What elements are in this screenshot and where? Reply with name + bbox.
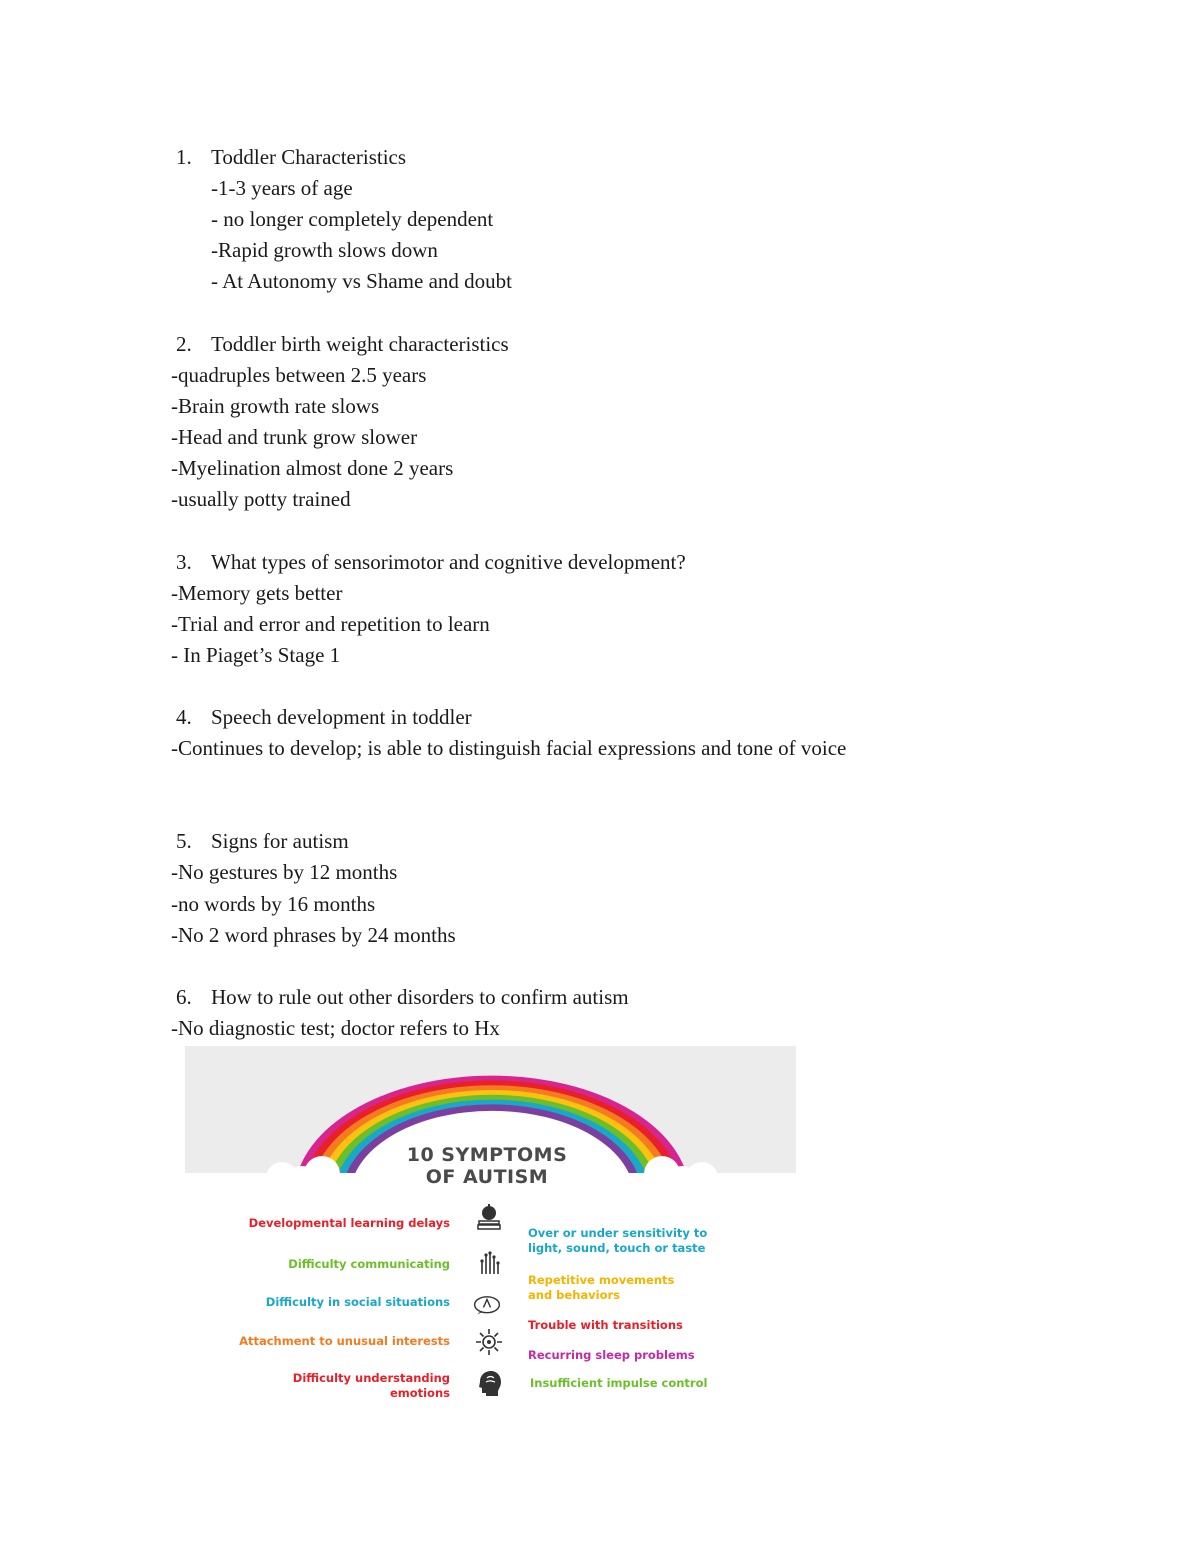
gear-burst-icon: [474, 1327, 504, 1357]
infographic-title-line2: OF AUTISM: [425, 1166, 549, 1188]
symptom-left-5: [293, 1371, 450, 1401]
q1-title: Toddler Characteristics: [211, 145, 407, 169]
q6-number: 6.: [176, 985, 192, 1009]
q3-item: -Memory gets better: [171, 581, 343, 605]
symptom-left-2: Difficulty communicating: [288, 1257, 450, 1271]
symptom-left-3: Difficulty in social situations: [265, 1295, 450, 1309]
q3-title: What types of sensorimotor and cognitive development?: [211, 550, 686, 574]
people-speech-icon: [472, 1288, 502, 1318]
symptom-right-1: [528, 1226, 707, 1256]
q1-item: -Rapid growth slows down: [211, 238, 438, 262]
q4-item: -Continues to develop; is able to distinguish facial expressions and tone of voice: [171, 736, 847, 760]
q2-item: -Head and trunk grow slower: [171, 425, 418, 449]
symptom-left-4: Attachment to unusual interests: [239, 1334, 450, 1348]
q2-number: 2.: [176, 332, 192, 356]
q2-title: Toddler birth weight characteristics: [211, 332, 509, 356]
q4-title: Speech development in toddler: [211, 705, 472, 729]
q1-item: - At Autonomy vs Shame and doubt: [211, 269, 512, 293]
q6-item: -No diagnostic test; doctor refers to Hx: [171, 1016, 500, 1040]
autism-symptoms-infographic: [172, 1046, 796, 1416]
infographic-title: [372, 1144, 602, 1188]
symptom-right-4: Recurring sleep problems: [528, 1348, 695, 1362]
q5-item: -No 2 word phrases by 24 months: [171, 923, 456, 947]
q6-title: How to rule out other disorders to confirm autism: [211, 985, 629, 1009]
symptom-right-1-line1: Over or under sensitivity to: [528, 1226, 708, 1240]
q2-item: -Brain growth rate slows: [171, 394, 380, 418]
q5-title: Signs for autism: [211, 829, 349, 853]
q2-item: -Myelination almost done 2 years: [171, 456, 454, 480]
q1-item: -1-3 years of age: [211, 176, 353, 200]
symptom-left-5-line2: emotions: [389, 1386, 450, 1400]
q2-item: -usually potty trained: [171, 487, 351, 511]
symptom-left-1: Developmental learning delays: [248, 1216, 450, 1230]
q5-item: -no words by 16 months: [171, 892, 376, 916]
symptom-right-1-line2: light, sound, touch or taste: [528, 1241, 706, 1255]
q5-item: -No gestures by 12 months: [171, 860, 398, 884]
q2-item: -quadruples between 2.5 years: [171, 363, 427, 387]
symptom-left-5-line1: Difficulty understanding: [292, 1371, 450, 1385]
head-brain-icon: [474, 1368, 504, 1398]
q3-item: -Trial and error and repetition to learn: [171, 612, 490, 636]
q1-number: 1.: [176, 145, 192, 169]
q5-number: 5.: [176, 829, 192, 853]
q4-number: 4.: [176, 705, 192, 729]
symptom-right-2: [528, 1273, 674, 1303]
apple-books-icon: [474, 1202, 504, 1232]
symptom-right-3: Trouble with transitions: [528, 1318, 683, 1332]
symptom-right-2-line1: Repetitive movements: [528, 1273, 675, 1287]
speech-lines-icon: [474, 1248, 504, 1278]
symptom-right-5: Insufficient impulse control: [530, 1376, 708, 1390]
infographic-title-line1: 10 SYMPTOMS: [406, 1144, 568, 1166]
q3-number: 3.: [176, 550, 192, 574]
q1-item: - no longer completely dependent: [211, 207, 494, 231]
symptom-right-2-line2: and behaviors: [528, 1288, 621, 1302]
q3-item: - In Piaget’s Stage 1: [171, 643, 341, 667]
